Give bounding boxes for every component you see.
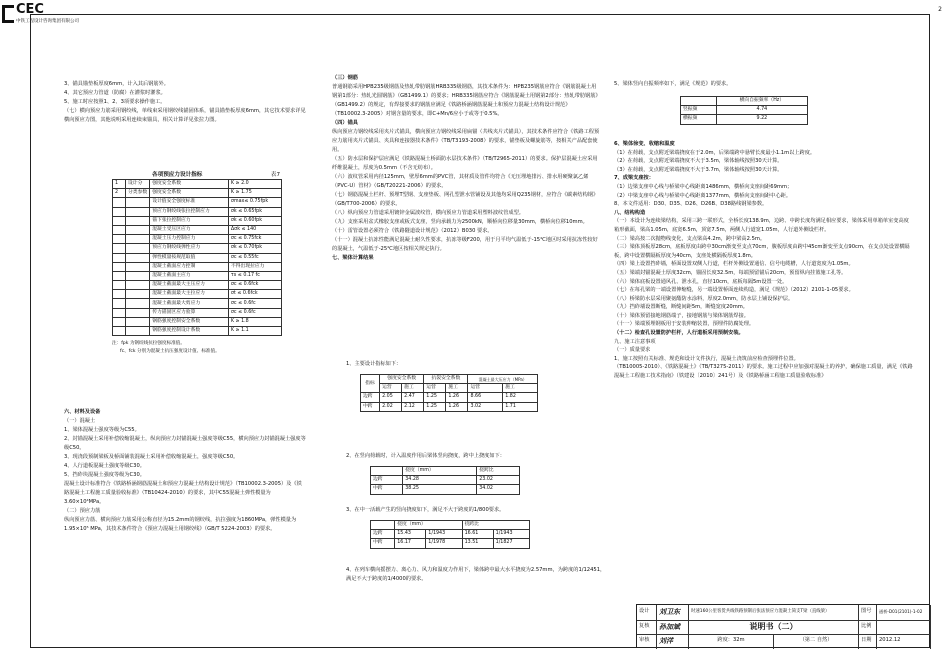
table-row bbox=[113, 244, 282, 253]
table-row bbox=[113, 317, 282, 326]
live-load-table bbox=[370, 520, 530, 549]
table-row bbox=[113, 299, 282, 308]
middle-text: 普通钢筋采用HPB235级钢筋及热轧带肋钢筋HRB335级钢筋，其技术条件为：HPB235钢筋应符合《钢筋混凝土用钢第1部分：热轧光圆钢筋》（GB1499.1）的要求；HRB335钢筋应符合《钢筋混凝土用钢第2部分：热轧带肋钢筋》（GB1499.2）的规定，有焊接要求的钢筋应满足《铁路桥涵钢筋混凝土和预应力混凝土结构设计规范》（TB10002.3-2005）对钢含量的要求，即C+Mn/6应小于或等于0.5%。 bbox=[332, 84, 598, 117]
table-caption: 2、在竖向荷载时，计入温度作用后梁体竖向挠度，跨中上挠度如下： bbox=[346, 453, 505, 459]
prestress-table-block bbox=[112, 170, 282, 356]
title-block-row bbox=[637, 605, 930, 621]
scale-value bbox=[877, 620, 931, 635]
table-note: 注：fpk 为钢绞线抗拉强度标准值。 bbox=[112, 341, 185, 347]
table-cell: 设计分 bbox=[126, 180, 150, 189]
table-cell: 边跨 bbox=[361, 393, 380, 402]
table-cell: Δσk ≤ 140 bbox=[228, 225, 281, 234]
table-cell: K ≥ 1.1 bbox=[228, 327, 281, 336]
table-cell: 1.82 bbox=[503, 393, 538, 402]
section-line: 1、梁体混凝土强度等级为C55。 bbox=[64, 427, 140, 433]
table-cell bbox=[113, 299, 126, 308]
left-item: 3、锚具锚垫板厚度6mm，计入其后钢筋外。 bbox=[64, 81, 169, 87]
right-text: （八）桥梁防水层采用聚氨酯防水涂料，厚度2.0mm，防水层上铺设保护层。 bbox=[614, 295, 794, 302]
table-cell bbox=[126, 327, 150, 336]
figure-number-label: 图号 bbox=[859, 605, 877, 620]
table-row bbox=[113, 180, 282, 189]
middle-text: （七）钢筋混凝土栏杆、预埋T型钢、支座垫板、网孔型泄水管铺设及其他均采用Q235钢材，应符合《碳素结构钢》（GB/T700-2006）的要求。 bbox=[332, 192, 599, 207]
right-text: （一）质量要求 bbox=[614, 347, 651, 354]
table-cell: 预应力钢绞线张拉控制应力 bbox=[150, 207, 229, 216]
table-cell: σc ≤ 0.55fc bbox=[228, 253, 281, 262]
table-cell: 2.47 bbox=[402, 393, 424, 402]
table-cell bbox=[113, 216, 126, 225]
span-info: 跨度：32m bbox=[689, 634, 774, 649]
right-text: （2）在荷载，支点附近梁端挠度不大于3.5m，梁体轴线按照30天计算。 bbox=[614, 158, 783, 165]
table-cell: τs ≤ 0.17 fc bbox=[228, 271, 281, 280]
table-caption: 3、在中一活载产生的竖向挠度如下，满足不大于跨度的1/800要求。 bbox=[346, 507, 505, 513]
table-cell: 4.74 bbox=[716, 106, 807, 115]
table-title: 各项预应力设计指标 bbox=[152, 172, 203, 178]
table-cell: 2.02 bbox=[380, 402, 402, 411]
table-cell: 3.02 bbox=[468, 402, 503, 411]
table-cell bbox=[113, 327, 126, 336]
right-text: （1）边梁支座中心线与桥梁中心线距离1486mm，横桥向支座间距69mm； bbox=[614, 183, 793, 190]
design-index-table bbox=[360, 374, 538, 412]
table-cell: 横振频 bbox=[681, 115, 717, 124]
left-column bbox=[64, 80, 306, 125]
middle-text: （九）支座采用盆式橡胶支座或板式支座，竖向承载力为2500kN，顺桥向位移量30mm，横桥向位移10mm。 bbox=[332, 219, 588, 225]
left-section-6 bbox=[64, 408, 306, 534]
table-cell bbox=[113, 207, 126, 216]
table-cell: σk ≤ 0.65fpk bbox=[228, 207, 281, 216]
table-cell: 混凝土截面最大剪应力 bbox=[150, 299, 229, 308]
logo-bracket-icon bbox=[2, 5, 14, 23]
logo-text: CEC bbox=[16, 2, 44, 17]
table-cell bbox=[113, 235, 126, 244]
scale-label: 比例 bbox=[859, 620, 877, 635]
middle-text: 纵向预应力钢绞线采用夹片式锚具，横向预应力钢绞线采用扁锚（共线夹片式锚具），其技术条件应符合《铁路工程预应力筋用夹片式锚具、夹具和连接器技术条件》（TB/T3193-2008）的要求，锚垫板及螺旋筋等，按相关产品配套使用。 bbox=[332, 129, 600, 153]
section-heading: 八、结构构造 bbox=[614, 209, 646, 216]
table-cell: 弹性模量按规范取值 bbox=[150, 253, 229, 262]
table-cell: 2 bbox=[113, 189, 126, 198]
table-caption: 1、主要设计指标如下： bbox=[346, 361, 402, 367]
table-cell: 强度安全系数 bbox=[150, 180, 229, 189]
table-cell: σk ≤ 0.70fpk bbox=[228, 244, 281, 253]
table-cell bbox=[113, 198, 126, 207]
table-cell: 2.05 bbox=[380, 393, 402, 402]
page-number: 2 bbox=[938, 6, 942, 13]
middle-text: （五）防水层和保护层应满足《铁路混凝土桥面防水层技术条件》（TB/T2965-2011）的要求。保护层混凝土应采用纤维混凝土，厚度为0.5mm（不含无纺布）。 bbox=[332, 156, 598, 171]
table-header: 横向自振频率（Hz） bbox=[716, 97, 807, 106]
table-header: 挠度（mm） bbox=[403, 467, 477, 476]
table-cell: 传力锚固区应力验算 bbox=[150, 308, 229, 317]
table-cell: 16.61 bbox=[462, 530, 493, 539]
lateral-deflection-note bbox=[346, 566, 608, 584]
table-cell: 1.26 bbox=[446, 393, 468, 402]
table-subheader: 运营 bbox=[424, 384, 446, 393]
table-cell: σc ≤ 0.6fck bbox=[228, 281, 281, 290]
checker-signature: 孙加斌 bbox=[657, 620, 689, 635]
table-cell: 边跨 bbox=[371, 530, 395, 539]
table-row bbox=[113, 189, 282, 198]
table-cell: 中跨 bbox=[371, 539, 395, 548]
table-cell: 1.25 bbox=[424, 402, 446, 411]
date-value: 2012.12 bbox=[877, 634, 931, 649]
table-cell: 锚下张拉控制应力 bbox=[150, 216, 229, 225]
table-cell: 钢筋强度控制设计系数 bbox=[150, 327, 229, 336]
section-heading: 七、梁体计算结果 bbox=[332, 255, 374, 261]
table-note: fc、fck 分别为混凝土抗压强度设计值、标准值。 bbox=[120, 349, 220, 355]
table-header bbox=[681, 97, 717, 106]
check-label: 复核 bbox=[637, 620, 657, 635]
table-cell: 混凝土受压区应力 bbox=[150, 225, 229, 234]
section-line: 2、封锚混凝土采用补偿收缩混凝土，纵向预应力封锚混凝土强度等级C55，横向预应力封锚混凝土强度等级C50。 bbox=[64, 436, 306, 451]
table-header: 指标 bbox=[361, 375, 380, 393]
reviewer-signature: 刘洋 bbox=[657, 634, 689, 649]
table-cell bbox=[113, 253, 126, 262]
right-text: 九、施工注意事项 bbox=[614, 338, 656, 345]
right-text: （七）在每孔梁的一端设置伸缩缝，另一端设置桥面连续构造，满足《规范》（2012）2101-1-05要求。 bbox=[614, 287, 854, 294]
table-header: 强度安全系数 bbox=[380, 375, 424, 384]
table-row bbox=[361, 402, 538, 411]
right-text: （TB10005-2010）、《铁路混凝土》（TB/T3275-2011）的要求。施工过程中应加强对混凝土的养护，确保施工质量，满足《铁路混凝土工程施工技术指南》（铁建设〔2010〕241号）及《铁路桥涵工程施工质量验收标准》 bbox=[614, 364, 913, 380]
table-number: 表7 bbox=[270, 172, 280, 178]
table-cell: 16.17 bbox=[395, 539, 426, 548]
right-text: （二）梁高按二次抛物线变化，支点梁高4.2m，跨中梁高2.5m。 bbox=[614, 235, 766, 242]
table-cell: 13.51 bbox=[462, 539, 493, 548]
table-row bbox=[113, 225, 282, 234]
table-cell bbox=[126, 290, 150, 299]
table-row bbox=[113, 262, 282, 271]
table-cell: 边跨 bbox=[371, 476, 403, 485]
middle-text: （六）波纹管采用内径125mm，壁厚6mm的PVC管，其材质及管件均符合《无压埋地排污、排水用硬聚氯乙烯（PVC-U）管材》（GB/T20221-2006）的要求。 bbox=[332, 174, 589, 189]
table-cell: 1/1943 bbox=[493, 530, 529, 539]
table-cell: 34.02 bbox=[477, 485, 520, 494]
table-cell: 混凝土截面主应力 bbox=[150, 271, 229, 280]
section-line: （二）预应力筋 bbox=[64, 508, 101, 514]
table-row bbox=[371, 476, 520, 485]
table-row bbox=[371, 485, 520, 494]
table-cell: 2.12 bbox=[402, 402, 424, 411]
date-label: 日期 bbox=[859, 634, 877, 649]
table-cell bbox=[126, 198, 150, 207]
middle-text: （十一）混凝土抗冻性能满足混凝土耐久性要求，抗冻等级F200，用于月平均气温低于-15℃地区时采用抗冻性较好的混凝土，气温低于-25℃地区按相关规定执行。 bbox=[332, 237, 598, 252]
title-block-row bbox=[637, 620, 930, 636]
middle-text: （八）纵向预应力管道采用镀锌金属波纹管，横向预应力管道采用塑料波纹管成型。 bbox=[332, 210, 524, 216]
table-row bbox=[113, 281, 282, 290]
right-text: 8、本文件适用：D30、D35、D26、D26B、D38路线钢梁参数。 bbox=[614, 201, 768, 208]
table-cell bbox=[126, 271, 150, 280]
right-text: （六）梁体底板设置通风孔、泄水孔，直径10cm，底板每隔5m设置一处。 bbox=[614, 278, 788, 285]
middle-text: （十）雷管设置必须符合《铁路隧道设计规范》（2012）B030 要求。 bbox=[332, 228, 493, 234]
table-cell: 分类参数 bbox=[126, 189, 150, 198]
section-line: （一）混凝土 bbox=[64, 418, 96, 424]
table-cell: σk ≤ 0.60fpk bbox=[228, 216, 281, 225]
table-cell: 混凝土截面最大主压应力 bbox=[150, 281, 229, 290]
table-cell: 1/1943 bbox=[426, 530, 462, 539]
table-row bbox=[113, 198, 282, 207]
table-cell: K ≥ 2.0 bbox=[228, 180, 281, 189]
table-cell bbox=[126, 262, 150, 271]
table-subheader: 运营 bbox=[468, 384, 503, 393]
table-cell: 8.66 bbox=[468, 393, 503, 402]
table-row bbox=[113, 253, 282, 262]
prestress-table bbox=[112, 179, 282, 336]
table-header: 挠度（mm） bbox=[395, 521, 462, 530]
table-cell bbox=[113, 271, 126, 280]
section-line: 5、挡砟块混凝土强度等级为C30。 bbox=[64, 472, 145, 478]
table-cell bbox=[113, 225, 126, 234]
table-cell bbox=[126, 281, 150, 290]
right-text: （十一）梁端预埋钢板用于安装伸缩装置，预埋件防腐处理。 bbox=[614, 321, 755, 328]
figure-number: 通桥-D01(2101)-1-02 bbox=[877, 605, 931, 620]
table-cell: 34.28 bbox=[403, 476, 477, 485]
logo-subtext: 中铁工程设计咨询集团有限公司 bbox=[16, 19, 79, 24]
right-text: （五）梁端封锚混凝土厚度32cm，锚固长度32.5m，每端预留锚后20cm，预留纵向挂篮施工孔等。 bbox=[614, 269, 847, 276]
table-cell: 1.25 bbox=[424, 393, 446, 402]
table-cell bbox=[126, 207, 150, 216]
table-cell: 混凝土压力控制应力 bbox=[150, 235, 229, 244]
right-text: （十）梁体预留接地钢筋端子，接地钢筋与梁体钢筋焊接。 bbox=[614, 312, 749, 319]
table-cell: 预应力钢绞线弹性应力 bbox=[150, 244, 229, 253]
right-text: （四）梁上设置挡砟墙，桥面设置双侧人行道，栏杆外侧设置通信、信号电缆槽，人行道宽度为1.05m。 bbox=[614, 261, 854, 268]
section-heading: （三）钢筋 bbox=[332, 75, 358, 81]
live-load-caption bbox=[346, 506, 606, 515]
table-cell bbox=[113, 317, 126, 326]
table-row bbox=[681, 115, 808, 124]
table-cell: 1/1978 bbox=[426, 539, 462, 548]
table-row bbox=[113, 308, 282, 317]
table-row bbox=[361, 393, 538, 402]
right-text: （三）梁体顶板厚28cm，底板厚度由跨中30cm渐变至支点70cm，腹板厚度由跨中45cm渐变至支点90cm，在支点处设置横隔板，跨中设置横隔板厚度为40cm，支座处横隔板厚度1.8m。 bbox=[614, 244, 910, 259]
table-row bbox=[681, 106, 808, 115]
table-cell: 1/1827 bbox=[493, 539, 529, 548]
table-cell: 混凝土截面最大主拉应力 bbox=[150, 290, 229, 299]
table-cell: 1.26 bbox=[446, 402, 468, 411]
table-header bbox=[371, 467, 403, 476]
table-cell: 竖振频 bbox=[681, 106, 717, 115]
table-cell: σc ≤ 0.6fc bbox=[228, 299, 281, 308]
right-text: 1、施工按照有关标准、规范和设计文件执行，混凝土浇筑前应检查预埋件位置。 bbox=[614, 355, 799, 362]
section-line: 3、现浇段预制梁板及桥面铺装混凝土采用补偿收缩混凝土，强度等级C50。 bbox=[64, 454, 239, 460]
table-row bbox=[113, 216, 282, 225]
right-text: （九）挡砟墙设置断缝，断缝间距5m，断缝宽度20mm。 bbox=[614, 304, 748, 311]
table-row bbox=[371, 530, 530, 539]
deflection-table bbox=[370, 466, 520, 495]
table-cell bbox=[113, 290, 126, 299]
table-row bbox=[113, 207, 282, 216]
table-header: 混凝土最大压应力（MPa） bbox=[468, 375, 538, 384]
right-text: （2）中梁支座中心线与桥梁中心线距离1377mm，横桥向支座间距中心距。 bbox=[614, 192, 792, 199]
title-block-row bbox=[637, 634, 930, 649]
frequency-table bbox=[680, 96, 808, 125]
table-header: 挠跨比 bbox=[477, 467, 520, 476]
table-header: 挠跨比 bbox=[462, 521, 529, 530]
section-line: 纵向预应力筋、横向预应力筋采用公称直径为15.2mm的钢绞线，抗拉强度为1860MPa，弹性模量为1.95×10⁵ MPa，其技术条件符合《预应力混凝土用钢绞线》（GB/T 5224-2003）的要求。 bbox=[64, 517, 297, 532]
section-heading: 6、梁体徐变、收缩和温度 bbox=[614, 141, 675, 147]
drawing-title: 说明书（二） bbox=[689, 620, 859, 635]
sheet-info: （第二 自然） bbox=[774, 634, 859, 649]
table-cell: 中跨 bbox=[371, 485, 403, 494]
table-row bbox=[113, 327, 282, 336]
table-cell bbox=[126, 253, 150, 262]
table-cell bbox=[126, 299, 150, 308]
right-text: （1）在荷载，支点附近梁端挠度在于2.0m，后梁端跨中悬臂长度最小1.1m以上跨度。 bbox=[614, 149, 816, 156]
section-line: 4、人行道板混凝土强度等级C30。 bbox=[64, 463, 145, 469]
table-row bbox=[113, 290, 282, 299]
table-cell: σt ≤ 0.6fck bbox=[228, 290, 281, 299]
design-label: 设计 bbox=[637, 605, 657, 620]
table-cell: 1.71 bbox=[503, 402, 538, 411]
section-heading: （十二）检查孔设置防护栏杆，人行道板采用预制安装。 bbox=[614, 330, 744, 337]
table-cell: 15.43 bbox=[395, 530, 426, 539]
table-cell: σc ≤ 0.75fck bbox=[228, 235, 281, 244]
table-cell: 38.25 bbox=[403, 485, 477, 494]
table-subheader: 运营 bbox=[380, 384, 402, 393]
table-header: 抗裂安全系数 bbox=[424, 375, 468, 384]
table-cell: σmax≤ 0.75fpk bbox=[228, 198, 281, 207]
table-cell: 钢筋强度控制安全系数 bbox=[150, 317, 229, 326]
left-item: 5、施工时应按照1、2、3项要求操作施工。 bbox=[64, 99, 166, 105]
table-subheader: 施工 bbox=[402, 384, 424, 393]
table-cell bbox=[113, 262, 126, 271]
section-line: 混凝土设计标准符合《铁路桥涵钢筋混凝土和预应力混凝土结构设计规范》（TB10002.3-2005）及《铁路混凝土工程施工质量验收标准》（TB10424-2010）的要求，其中C55混凝土弹性模量为3.60×10⁴MPa。 bbox=[64, 481, 302, 505]
table-cell bbox=[126, 235, 150, 244]
table-row bbox=[113, 235, 282, 244]
right-text: （一）本设计为连续梁结构，采用三跨一联形式，全桥长度138.9m，边跨、中跨长度均满足相应要求，梁体采用单箱单室变高度箱形截面，梁高1.05m，底宽6.5m，顶宽7.5m，两侧人行道宽1.05m，人行道外侧设栏杆。 bbox=[614, 218, 909, 233]
middle-text: 4、在列车横向摇摆力、离心力、风力和温度力作用下，梁体跨中最大水平挠度为2.57mm，为跨度的1/12451，满足不大于跨度的1/4000的要求。 bbox=[346, 567, 606, 582]
middle-column bbox=[332, 74, 600, 263]
table-cell: K ≥ 1.75 bbox=[228, 189, 281, 198]
design-index-block bbox=[346, 360, 596, 369]
title-block bbox=[636, 604, 930, 648]
table-cell: 不得出现拉应力 bbox=[228, 262, 281, 271]
table-cell: 混凝土截面应力控制 bbox=[150, 262, 229, 271]
frequency-caption bbox=[614, 80, 914, 89]
table-row bbox=[113, 271, 282, 280]
table-cell bbox=[126, 308, 150, 317]
table-subheader: 施工 bbox=[446, 384, 468, 393]
left-item: （七）横向预应力筋采用钢绞线，单线束采用钢绞线锚固体系，锚具锚垫板厚度6mm，其它技术要求详见横向预应力图，其他说明采用连续束锚具，相关计算详见张拉力图。 bbox=[64, 108, 306, 123]
table-cell: K ≥ 1.8 bbox=[228, 317, 281, 326]
table-cell: σc ≤ 0.6fc bbox=[228, 308, 281, 317]
section-heading: （四）锚具 bbox=[332, 120, 358, 126]
table-cell bbox=[126, 225, 150, 234]
table-cell bbox=[113, 308, 126, 317]
designer-signature: 刘卫东 bbox=[657, 605, 689, 620]
table-cell bbox=[113, 281, 126, 290]
table-cell: 强度安全系数 bbox=[150, 189, 229, 198]
table-cell bbox=[113, 244, 126, 253]
table-row bbox=[371, 539, 530, 548]
table-cell: 设计值安全强度标准 bbox=[150, 198, 229, 207]
table-cell bbox=[126, 244, 150, 253]
right-text: （3）在荷载，支点附近梁端挠度不大于3.7m，梁体轴线按照30天计算。 bbox=[614, 166, 783, 173]
table-subheader: 施工 bbox=[503, 384, 538, 393]
right-column bbox=[614, 140, 914, 381]
table-cell bbox=[126, 216, 150, 225]
table-cell: 9.22 bbox=[716, 115, 807, 124]
section-heading: 六、材料及设备 bbox=[64, 409, 101, 415]
table-cell: 1 bbox=[113, 180, 126, 189]
section-heading: 7、成梁支座按： bbox=[614, 175, 654, 182]
left-item: 4、其它预应力管道（防腐）在灌浆时灌浆。 bbox=[64, 90, 166, 96]
deflection-caption bbox=[346, 452, 606, 461]
right-text: 5、梁体竖向自振频率如下，满足《规范》的要求。 bbox=[614, 81, 732, 87]
table-cell: 23.02 bbox=[477, 476, 520, 485]
table-header bbox=[371, 521, 395, 530]
project-name: 时速160公里客货共线铁路预制后张法预应力混凝土简支T梁（直线梁） bbox=[689, 605, 859, 620]
review-label: 审核 bbox=[637, 634, 657, 649]
table-cell bbox=[126, 317, 150, 326]
table-cell: 中跨 bbox=[361, 402, 380, 411]
